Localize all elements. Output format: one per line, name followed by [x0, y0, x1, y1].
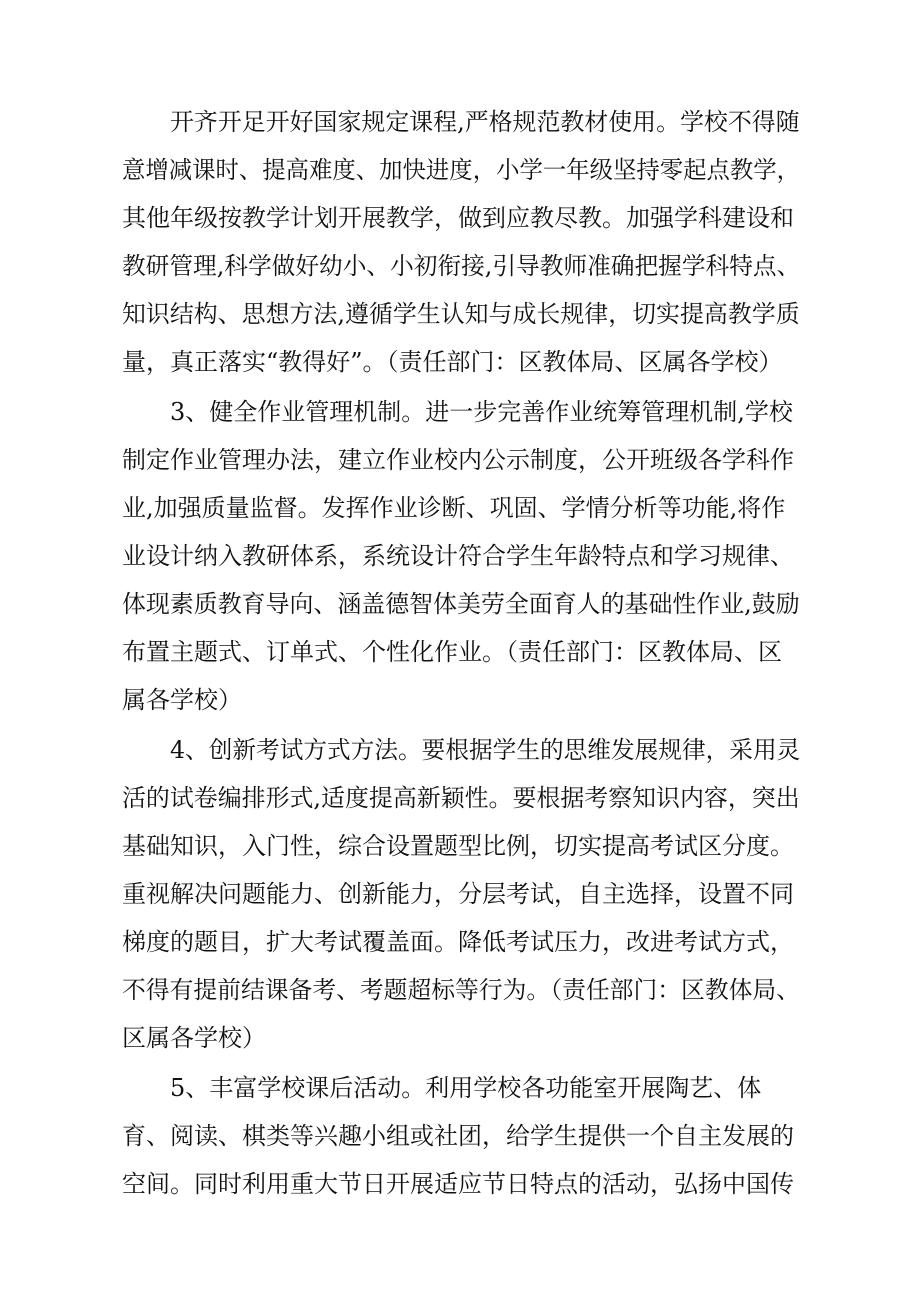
paragraph-line: 意增减课时、提高难度、加快进度，小学一年级坚持零起点教学， — [122, 156, 800, 184]
paragraph-line: 其他年级按教学计划开展教学，做到应教尽教。加强学科建设和 — [122, 204, 794, 232]
paragraph-line: 量，真正落实“教得好”。（责任部门：区教体局、区属各学校） — [122, 348, 783, 376]
paragraph-line: 空间。同时利用重大节日开展适应节日特点的活动，弘扬中国传 — [122, 1170, 794, 1198]
paragraph-line: 4、创新考试方式方法。要根据学生的思维发展规律，采用灵 — [170, 736, 801, 764]
paragraph-line: 布置主题式、订单式、个性化作业。（责任部门：区教体局、区 — [122, 638, 782, 666]
paragraph-line: 活的试卷编排形式,适度提高新颖性。要根据考察知识内容，突出 — [122, 784, 800, 812]
paragraph-line: 业,加强质量监督。发挥作业诊断、巩固、学情分析等功能,将作 — [122, 494, 786, 522]
paragraph-line: 育、阅读、棋类等兴趣小组或社团，给学生提供一个自主发展的 — [122, 1122, 794, 1150]
paragraph-line: 属各学校） — [122, 686, 242, 714]
paragraph-line: 业设计纳入教研体系，系统设计符合学生年龄特点和学习规律、 — [122, 542, 794, 570]
paragraph-line: 不得有提前结课备考、考题超标等行为。（责任部门：区教体局、 — [122, 976, 800, 1004]
paragraph-line: 区属各学校） — [122, 1024, 266, 1052]
paragraph-line: 知识结构、思想方法,遵循学生认知与成长规律，切实提高教学质 — [122, 300, 800, 328]
paragraph-line: 梯度的题目，扩大考试覆盖面。降低考试压力，改进考试方式， — [122, 928, 794, 956]
paragraph-line: 5、丰富学校课后活动。利用学校各功能室开展陶艺、体 — [170, 1074, 762, 1102]
paragraph-line: 重视解决问题能力、创新能力，分层考试，自主选择，设置不同 — [122, 880, 794, 908]
paragraph-line: 体现素质教育导向、涵盖德智体美劳全面育人的基础性作业,鼓励 — [122, 590, 800, 618]
paragraph-line: 教研管理,科学做好幼小、小初衔接,引导教师准确把握学科特点、 — [122, 252, 801, 280]
paragraph-line: 开齐开足开好国家规定课程,严格规范教材使用。学校不得随 — [170, 108, 800, 136]
paragraph-line: 基础知识，入门性，综合设置题型比例，切实提高考试区分度。 — [122, 832, 794, 860]
paragraph-line: 制定作业管理办法，建立作业校内公示制度，公开班级各学科作 — [122, 446, 794, 474]
paragraph-line: 3、健全作业管理机制。进一步完善作业统筹管理机制,学校 — [170, 398, 793, 426]
